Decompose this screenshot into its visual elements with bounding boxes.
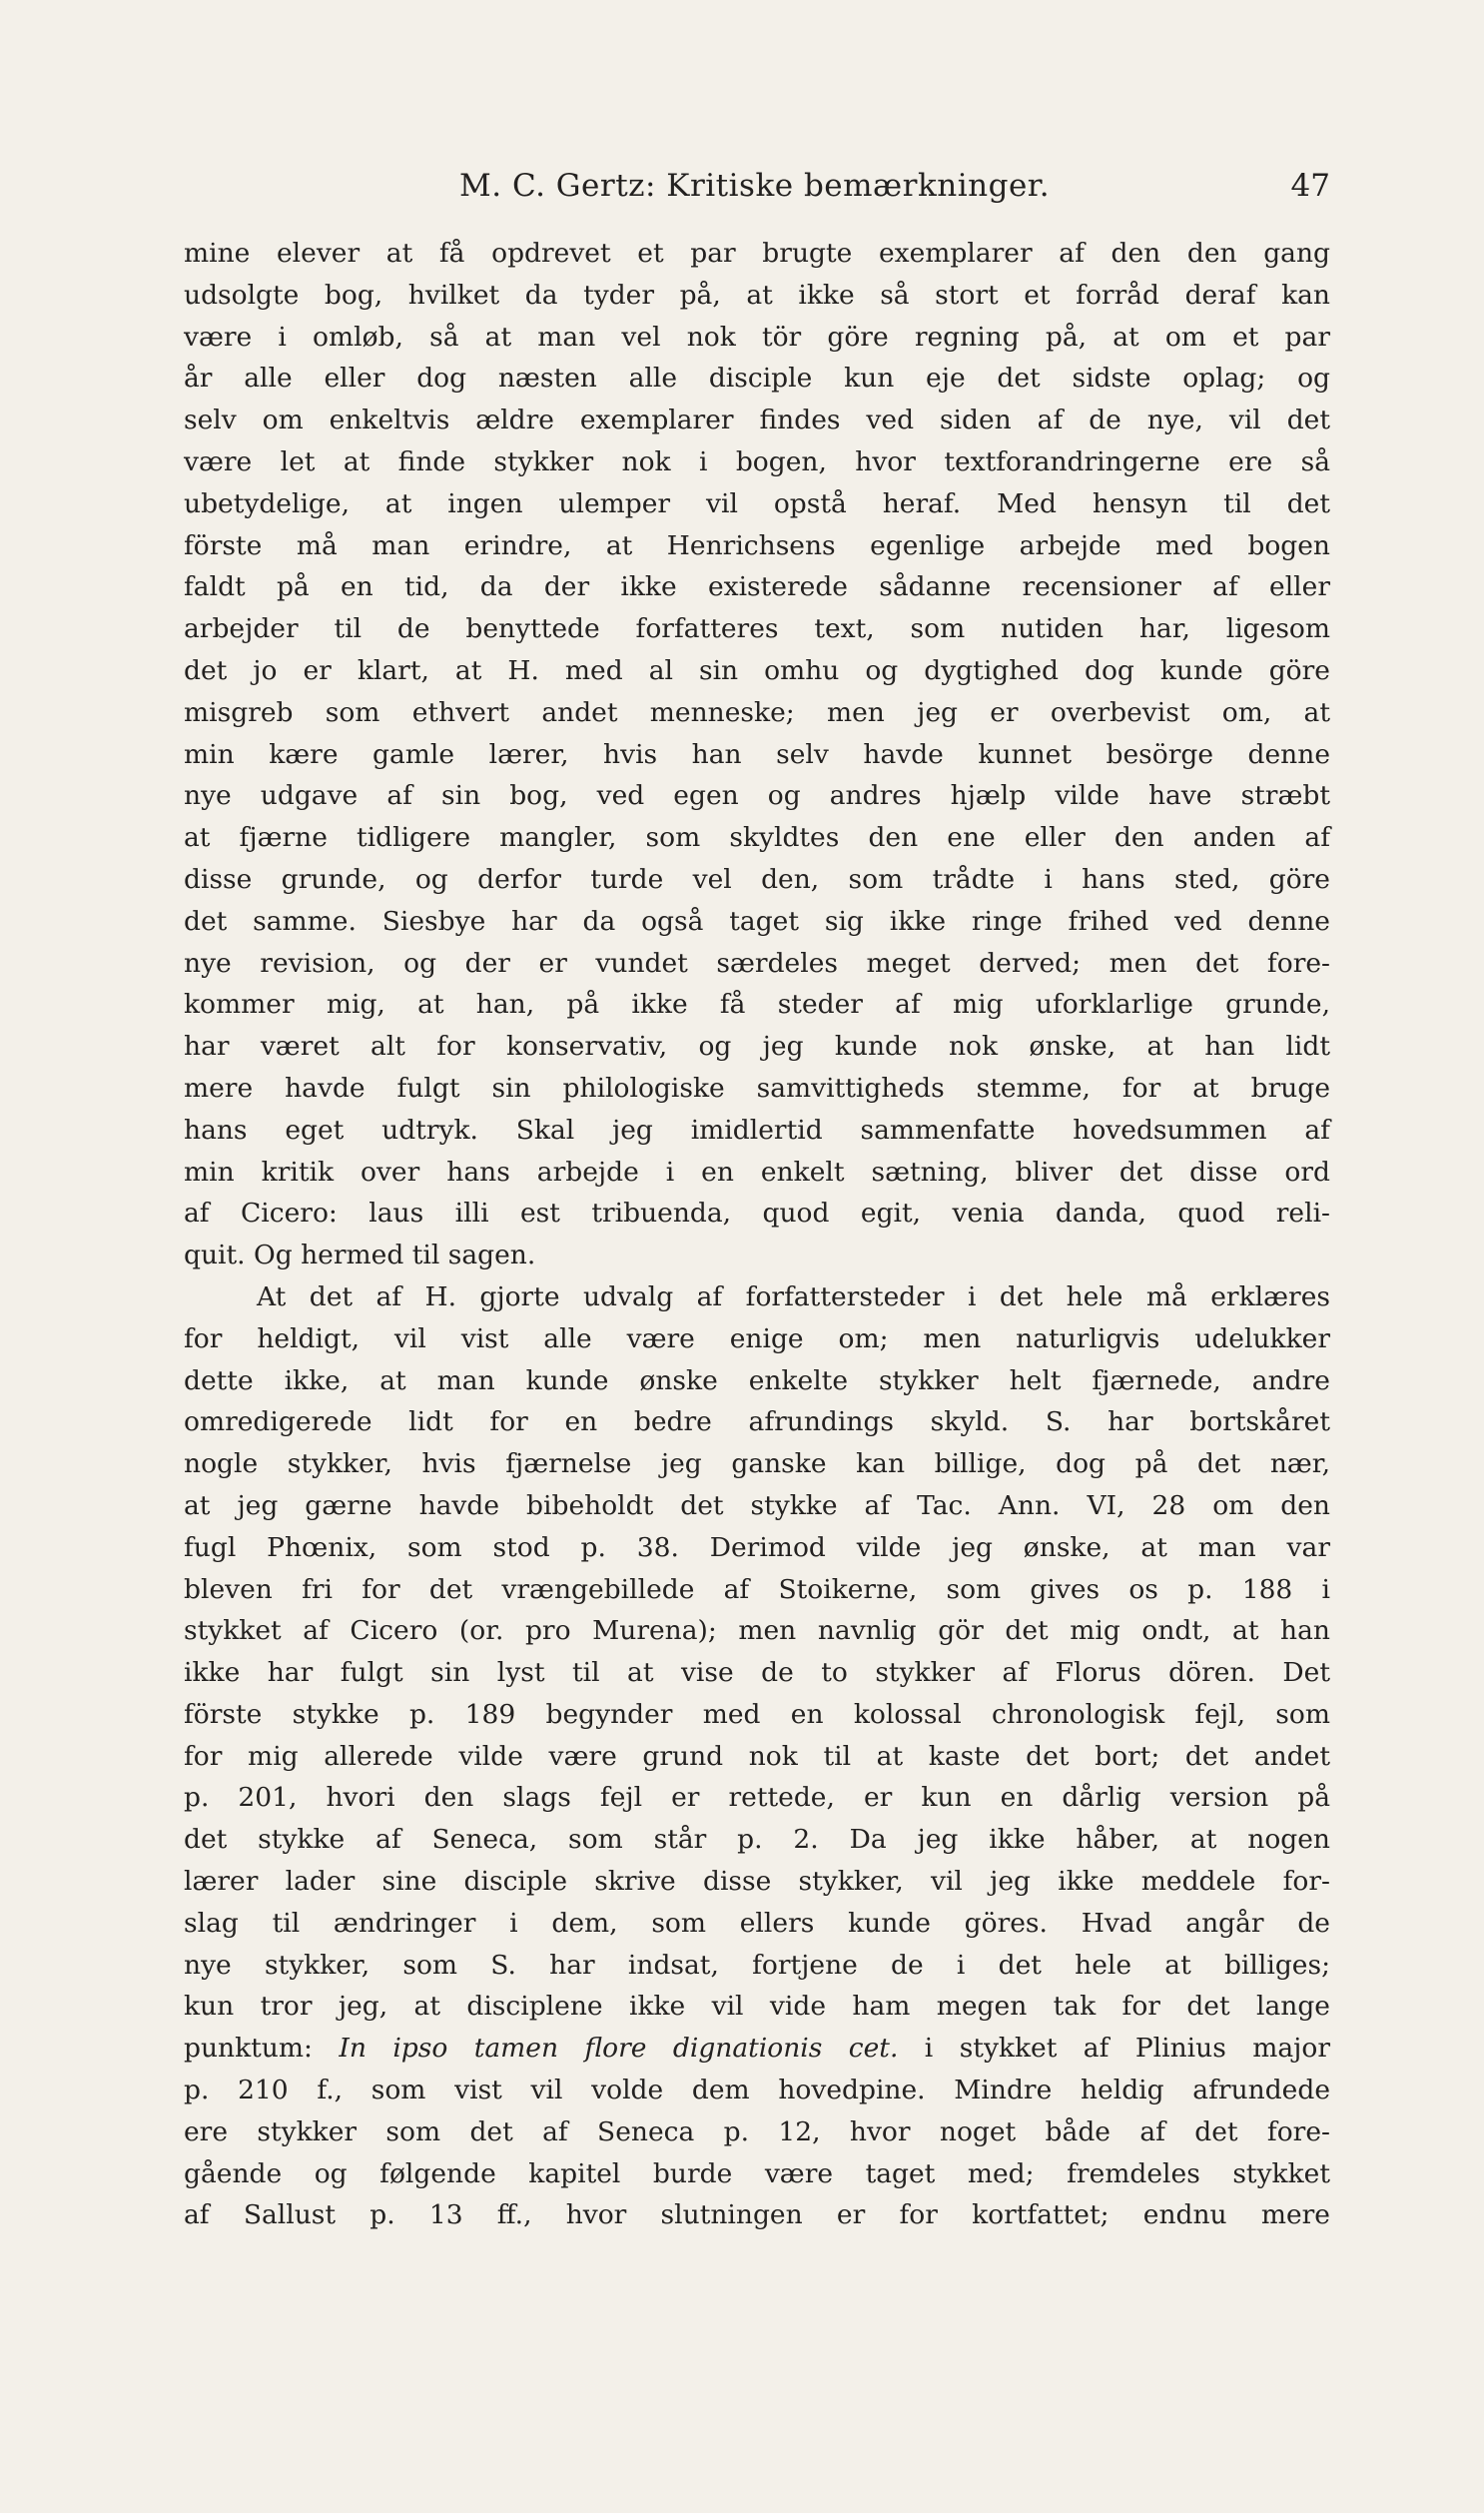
text-line: disse grunde, og derfor turde vel den, som trådte i hans sted, göre (184, 863, 1330, 895)
text-line: gående og følgende kapitel burde være taget med; fremdeles stykket (184, 2157, 1330, 2189)
text-line: at fjærne tidligere mangler, som skyldtes den ene eller den anden af (184, 822, 1330, 854)
text-line: være i omløb, så at man vel nok tör göre regning på, at om et par (184, 321, 1330, 353)
body-text (184, 233, 1330, 2236)
text-line: förste stykke p. 189 begynder med en kolossal chronologisk fejl, som (184, 1698, 1330, 1730)
text-line: stykket af Cicero (or. pro Murena); men navnlig gör det mig ondt, at han (184, 1615, 1330, 1647)
text-line: quit. Og hermed til sagen. (184, 1240, 536, 1271)
text-line: bleven fri for det vrængebillede af Stoikerne, som gives os p. 188 i (184, 1573, 1330, 1605)
text-line: omredigerede lidt for en bedre afrundings skyld. S. har bortskåret (184, 1406, 1330, 1438)
text-line: ubetydelige, at ingen ulemper vil opstå heraf. Med hensyn til det (184, 487, 1330, 519)
text-line: faldt på en tid, da der ikke existerede sådanne recensioner af eller (184, 571, 1330, 603)
italic-phrase: In ipso tamen flore dignationis cet. (339, 2033, 899, 2065)
text-line-with-italic: punktum: In ipso tamen flore dignationis cet. i stykket af Plinius major (184, 2033, 1331, 2065)
text-line: har været alt for konservativ, og jeg kunde nok ønske, at han lidt (184, 1031, 1330, 1063)
text-line: min kære gamle lærer, hvis han selv havde kunnet besörge denne (184, 738, 1330, 770)
text-line: mine elever at få opdrevet et par brugte exemplarer af den den gang (184, 238, 1330, 269)
text-line: ikke har fulgt sin lyst til at vise de to stykker af Florus dören. Det (184, 1657, 1330, 1689)
text-line: det jo er klart, at H. med al sin omhu og dygtighed dog kunde göre (184, 654, 1330, 686)
text-line: p. 201, hvori den slags fejl er rettede, er kun en dårlig version på (184, 1782, 1330, 1814)
text-line: förste må man erindre, at Henrichsens egenlige arbejde med bogen (184, 529, 1330, 561)
text-line: min kritik over hans arbejde i en enkelt sætning, bliver det disse ord (184, 1156, 1330, 1188)
text-line: misgreb som ethvert andet menneske; men jeg er overbevist om, at (184, 696, 1330, 728)
text-line: p. 210 f., som vist vil volde dem hovedpine. Mindre heldig afrundede (184, 2075, 1330, 2106)
text-line: hans eget udtryk. Skal jeg imidlertid sammenfatte hovedsummen af (184, 1114, 1330, 1146)
text-line: slag til ændringer i dem, som ellers kunde göres. Hvad angår de (184, 1907, 1330, 1939)
text-line: være let at finde stykker nok i bogen, hvor textforandringerne ere så (184, 445, 1330, 477)
text-line: arbejder til de benyttede forfatteres text, som nutiden har, ligesom (184, 613, 1330, 645)
text-line: fugl Phœnix, som stod p. 38. Derimod vilde jeg ønske, at man var (184, 1531, 1330, 1563)
text-line: af Cicero: laus illi est tribuenda, quod egit, venia danda, quod reli- (184, 1198, 1330, 1230)
text-line: for mig allerede vilde være grund nok til at kaste det bort; det andet (184, 1740, 1330, 1772)
text-line: selv om enkeltvis ældre exemplarer findes ved siden af de nye, vil det (184, 405, 1330, 436)
text-line: mere havde fulgt sin philologiske samvittigheds stemme, for at bruge (184, 1072, 1330, 1104)
text-line: nye stykker, som S. har indsat, fortjene de i det hele at billiges; (184, 1949, 1330, 1981)
text-line: af Sallust p. 13 ff., hvor slutningen er for kortfattet; endnu mere (184, 2199, 1330, 2231)
page-number: 47 (1290, 168, 1330, 204)
text-line: nye revision, og der er vundet særdeles meget derved; men det fore- (184, 947, 1330, 979)
text-line: udsolgte bog, hvilket da tyder på, at ikke så stort et forråd deraf kan (184, 279, 1330, 311)
text-line: at jeg gærne havde bibeholdt det stykke af Tac. Ann. VI, 28 om den (184, 1489, 1330, 1521)
text-line: nye udgave af sin bog, ved egen og andres hjælp vilde have stræbt (184, 780, 1330, 812)
text-line: kommer mig, at han, på ikke få steder af mig uforklarlige grunde, (184, 989, 1330, 1021)
text-line: nogle stykker, hvis fjærnelse jeg ganske kan billige, dog på det nær, (184, 1448, 1330, 1480)
text-line: det samme. Siesbye har da også taget sig ikke ringe frihed ved denne (184, 905, 1330, 937)
text-line: for heldigt, vil vist alle være enige om; men naturligvis udelukker (184, 1322, 1330, 1354)
text-line: ere stykker som det af Seneca p. 12, hvor noget både af det fore- (184, 2115, 1330, 2147)
running-head-title: M. C. Gertz: Kritiske bemærkninger. (459, 168, 1051, 204)
running-head (184, 166, 1330, 206)
text-line: år alle eller dog næsten alle disciple kun eje det sidste oplag; og (184, 363, 1330, 395)
paragraph-first-line: At det af H. gjorte udvalg af forfattersteder i det hele må erklæres (257, 1280, 1330, 1312)
text-line: lærer lader sine disciple skrive disse stykker, vil jeg ikke meddele for- (184, 1866, 1330, 1898)
text-line: det stykke af Seneca, som står p. 2. Da jeg ikke håber, at nogen (184, 1824, 1330, 1856)
text-line: kun tror jeg, at disciplene ikke vil vide ham megen tak for det lange (184, 1991, 1330, 2023)
text-line: dette ikke, at man kunde ønske enkelte stykker helt fjærnede, andre (184, 1364, 1330, 1396)
